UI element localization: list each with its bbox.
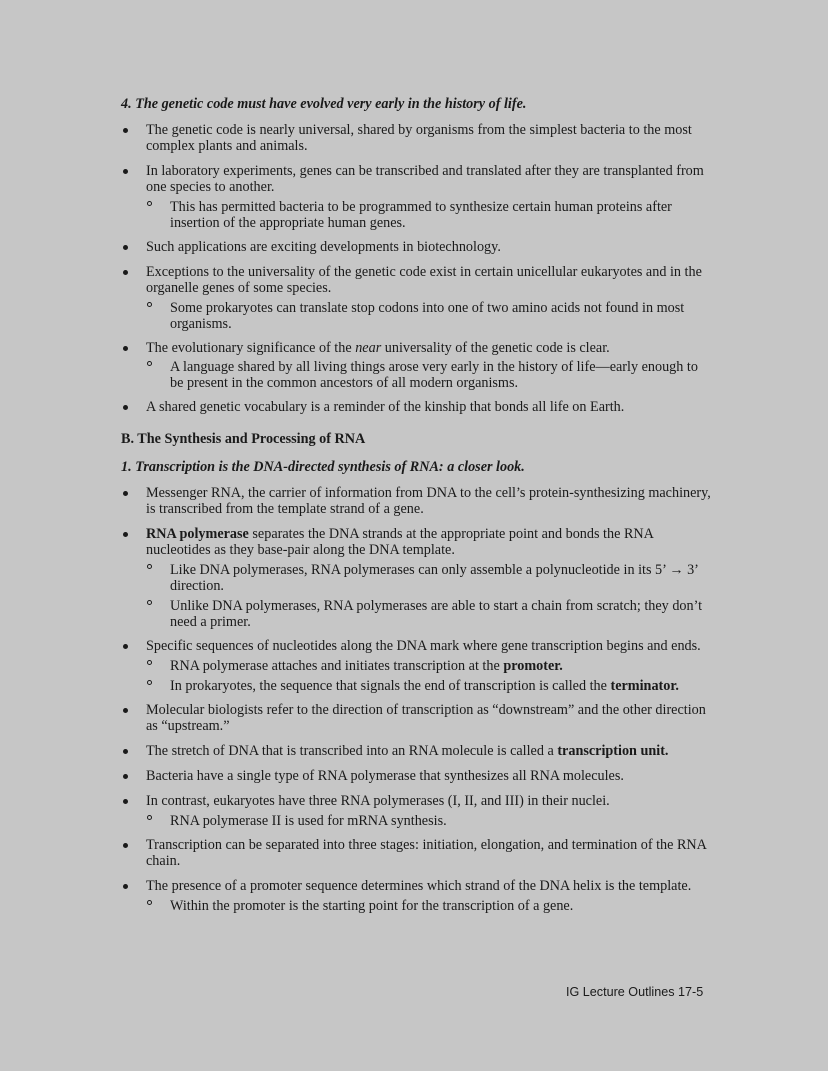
list-item: Such applications are exciting developments in biotechnology.	[121, 239, 711, 255]
sub-list	[146, 359, 711, 391]
list-item: Exceptions to the universality of the genetic code exist in certain unicellular eukaryotes and in the organelle genes of some species. Some prokaryotes can translate stop codons into one of two amino acids not found in most organisms.	[121, 264, 711, 332]
sub-list-item: RNA polymerase II is used for mRNA synthesis.	[146, 813, 711, 829]
list-item: In laboratory experiments, genes can be transcribed and translated after they are transplanted from one species to another. This has permitted bacteria to be programmed to synthesize certain human proteins after insertion of the appropriate human genes.	[121, 163, 711, 231]
section-1-heading: 1. Transcription is the DNA-directed synthesis of RNA: a closer look.	[121, 459, 525, 475]
list-item: The genetic code is nearly universal, shared by organisms from the simplest bacteria to the most complex plants and animals.	[121, 122, 711, 154]
list-item: In contrast, eukaryotes have three RNA polymerases (I, II, and III) in their nuclei. RNA polymerase II is used for mRNA synthesis.	[121, 793, 711, 829]
sub-list	[146, 898, 711, 914]
sub-list-item: Within the promoter is the starting point for the transcription of a gene.	[146, 898, 711, 914]
list-item: RNA polymerase separates the DNA strands at the appropriate point and bonds the RNA nucleotides as they base-pair along the DNA template. Like DNA polymerases, RNA polymerases can only assemble a polynucleotide in its 5’ → 3’ direction. Unlike DNA polymerases, RNA polymerases are able to start a chain from scratch; they don’t need a primer.	[121, 526, 711, 630]
list-item: Bacteria have a single type of RNA polymerase that synthesizes all RNA molecules.	[121, 768, 711, 784]
list-item: A shared genetic vocabulary is a reminder of the kinship that bonds all life on Earth.	[121, 399, 711, 415]
list-item: Messenger RNA, the carrier of information from DNA to the cell’s protein-synthesizing machinery, is transcribed from the template strand of a gene.	[121, 485, 711, 517]
sub-list-item: Like DNA polymerases, RNA polymerases can only assemble a polynucleotide in its 5’ → 3’ direction.	[146, 562, 711, 594]
sub-list-item: RNA polymerase attaches and initiates transcription at the promoter.	[146, 658, 711, 674]
list-item: The evolutionary significance of the near universality of the genetic code is clear. A language shared by all living things arose very early in the history of life—early enough to be present in the common ancestors of all modern organisms.	[121, 340, 711, 391]
section-b-heading: B. The Synthesis and Processing of RNA	[121, 431, 366, 447]
page-content	[121, 96, 711, 918]
sub-list	[146, 300, 711, 332]
list-item: Specific sequences of nucleotides along the DNA mark where gene transcription begins and ends. RNA polymerase attaches and initiates transcription at the promoter. In prokaryotes, the sequence that signals the end of transcription is called the terminator.	[121, 638, 711, 694]
sub-list	[146, 658, 711, 694]
sub-list-item: Unlike DNA polymerases, RNA polymerases are able to start a chain from scratch; they don’t need a primer.	[146, 598, 711, 630]
section-4-list	[121, 122, 711, 415]
sub-list-item: Some prokaryotes can translate stop codons into one of two amino acids not found in most organisms.	[146, 300, 711, 332]
list-item: Molecular biologists refer to the direction of transcription as “downstream” and the other direction as “upstream.”	[121, 702, 711, 734]
sub-list-item: A language shared by all living things arose very early in the history of life—early enough to be present in the common ancestors of all modern organisms.	[146, 359, 711, 391]
list-item: Transcription can be separated into three stages: initiation, elongation, and termination of the RNA chain.	[121, 837, 711, 869]
list-item: The stretch of DNA that is transcribed into an RNA molecule is called a transcription unit.	[121, 743, 711, 759]
sub-list	[146, 562, 711, 630]
list-item: The presence of a promoter sequence determines which strand of the DNA helix is the template. Within the promoter is the starting point for the transcription of a gene.	[121, 878, 711, 914]
section-4-heading: 4. The genetic code must have evolved very early in the history of life.	[121, 96, 527, 112]
sub-list-item: This has permitted bacteria to be programmed to synthesize certain human proteins after insertion of the appropriate human genes.	[146, 199, 711, 231]
sub-list	[146, 199, 711, 231]
sub-list-item: In prokaryotes, the sequence that signals the end of transcription is called the terminator.	[146, 678, 711, 694]
sub-list	[146, 813, 711, 829]
section-1-list	[121, 485, 711, 914]
page-footer: IG Lecture Outlines 17-5	[566, 985, 704, 999]
